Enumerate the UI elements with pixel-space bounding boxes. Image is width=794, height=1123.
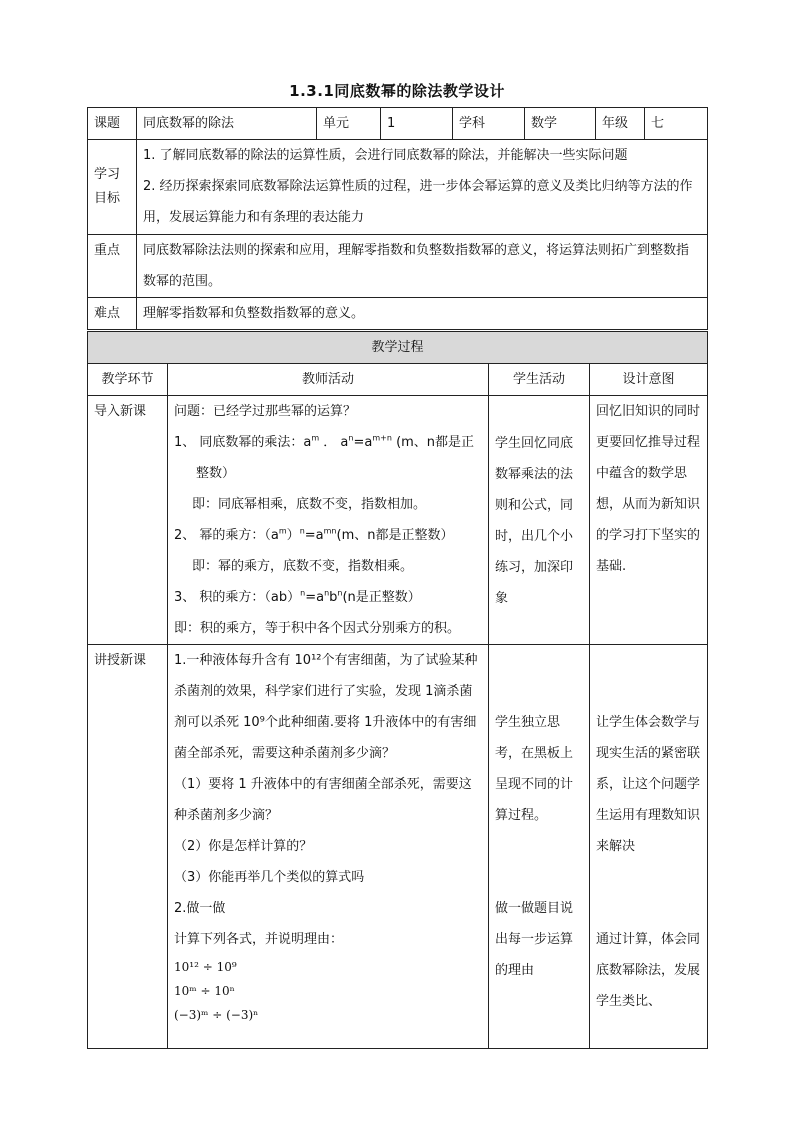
newlesson-purpose1: 让学生体会数学与现实生活的紧密联系，让这个问题学生运用有理数知识来解决: [596, 715, 701, 854]
intro-question: 问题：已经学过那些幂的运算？: [174, 404, 357, 419]
intro-rule3: 3、 积的乘方：$(ab)^n=a^nb^n(n$是正整数）: [174, 588, 421, 605]
unit-value: 1: [381, 108, 453, 140]
newlesson-p3: 计算下列各式，并说明理由：: [174, 932, 344, 947]
newlesson-q3: （3）你能再举几个类似的算式吗: [174, 870, 365, 885]
process-header: 教学过程: [88, 332, 708, 364]
newlesson-p1: 1.一种液体每升含有 10¹²个有害细菌，为了试验某种杀菌剂的效果，科学家们进行了实验，发现 1滴杀菌剂可以杀死 10⁹个此种细菌.要将 1升液体中的有害细菌全部杀死，需要这种杀菌剂多少滴？: [174, 653, 478, 761]
newlesson-student1: 学生独立思考，在黑板上呈现不同的计算过程。: [495, 715, 574, 823]
newlesson-student2: 做一做题目说出每一步运算的理由: [495, 901, 574, 978]
intro-rule1: 1、 同底数幂的乘法：$a^m$ ． $a^n=a^{m+n}$ (m、n都是正整数）: [174, 433, 475, 481]
document-title: 1.3.1同底数幂的除法教学设计: [289, 82, 505, 100]
topic-label: 课题: [88, 108, 137, 140]
goals-label: 学习目标: [88, 140, 137, 235]
newlesson-p2: 2.做一做: [174, 901, 226, 916]
formula-2: 10ᵐ ÷ 10ⁿ: [174, 984, 235, 998]
col-student: 学生活动: [489, 364, 590, 396]
intro-stage: 导入新课: [88, 396, 168, 645]
newlesson-q1: （1）要将 1 升液体中的有害细菌全部杀死，需要这种杀菌剂多少滴？: [174, 777, 472, 823]
goal-1: 1. 了解同底数幂的除法的运算性质，会进行同底数幂的除法，并能解决一些实际问题: [143, 148, 628, 163]
intro-rule2: 2、 幂的乘方：$(a^m)^n=a^{mn}(m$、n都是正整数）: [174, 526, 454, 543]
topic-value: 同底数幂的除法: [137, 108, 317, 140]
col-stage: 教学环节: [88, 364, 168, 396]
intro-rule1-note: 即：同底幂相乘，底数不变，指数相加。: [192, 497, 427, 512]
subject-label: 学科: [453, 108, 525, 140]
process-table: [87, 331, 708, 1049]
goal-2: 2. 经历探索探索同底数幂除法运算性质的过程，进一步体会幂运算的意义及类比归纳等方法的作用，发展运算能力和有条理的表达能力: [143, 179, 693, 225]
col-purpose: 设计意图: [590, 364, 708, 396]
newlesson-stage: 讲授新课: [88, 645, 168, 1049]
info-table: [87, 107, 708, 330]
intro-purpose: 回忆旧知识的同时更要回忆推导过程中蕴含的数学思想，从而为新知识的学习打下坚实的基础.: [590, 396, 708, 645]
newlesson-q2: （2）你是怎样计算的？: [174, 839, 313, 854]
difficulties-text: 理解零指数幂和负整数指数幂的意义。: [137, 298, 708, 330]
key-points-text: 同底数幂除法法则的探索和应用，理解零指数和负整数指数幂的意义，将运算法则拓广到整数指数幂的范围。: [137, 235, 708, 298]
grade-value: 七: [645, 108, 708, 140]
intro-student: 学生回忆同底数幂乘法的法则和公式，同时，出几个小练习，加深印象: [489, 396, 590, 645]
subject-value: 数学: [525, 108, 596, 140]
col-teacher: 教师活动: [168, 364, 489, 396]
intro-rule2-note: 即：幂的乘方，底数不变，指数相乘。: [192, 559, 414, 574]
key-points-label: 重点: [88, 235, 137, 298]
newlesson-purpose2: 通过计算，体会同底数幂除法，发展学生类比、: [596, 932, 701, 1009]
formula-3: (−3)ᵐ ÷ (−3)ⁿ: [174, 1008, 259, 1022]
difficulties-label: 难点: [88, 298, 137, 330]
formula-1: 10¹² ÷ 10⁹: [174, 960, 237, 974]
unit-label: 单元: [317, 108, 381, 140]
grade-label: 年级: [596, 108, 645, 140]
intro-rule3-note: 即：积的乘方，等于积中各个因式分别乘方的积。: [174, 621, 461, 636]
